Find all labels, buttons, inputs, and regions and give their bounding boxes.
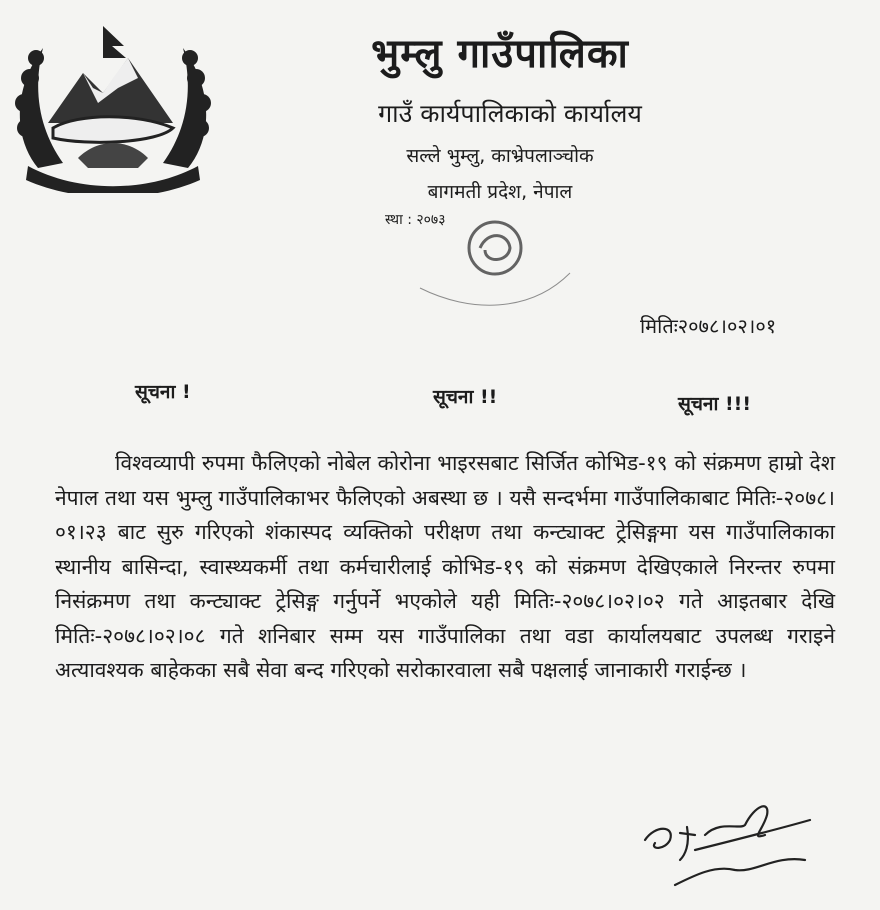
municipality-title: भुम्लु गाउँपालिका bbox=[371, 31, 629, 77]
address-line-1: सल्ले भुम्लु, काभ्रेपलाञ्चोक bbox=[406, 145, 594, 167]
office-seal-stamp-icon bbox=[400, 218, 580, 333]
notice-heading-1: सूचना ! bbox=[135, 381, 191, 403]
nepal-government-emblem-icon bbox=[8, 18, 218, 193]
address-line-2: बागमती प्रदेश, नेपाल bbox=[427, 181, 573, 203]
notice-heading-3: सूचना !!! bbox=[678, 393, 751, 415]
handwritten-signature-icon bbox=[635, 785, 815, 895]
notice-heading-2: सूचना !! bbox=[433, 386, 498, 408]
notice-body: विश्वव्यापी रुपमा फैलिएको नोबेल कोरोना भाइरसबाट सिर्जित कोभिड-१९ को संक्रमण हाम्रो देश नेपाल तथा यस भुम्लु गाउँपालिकाभर फैलिएको अबस्था छ । यसै सन्दर्भमा गाउँपालिकाबाट मितिः-२०७८।०१।२३ बाट सुरु गरिएको शंकास्पद व्यक्तिको परीक्षण तथा कन्ट्याक्ट ट्रेसिङ्गमा यस गाउँपालिकाका स्थानीय बासिन्दा, स्वास्थ्यकर्मी तथा कर्मचारीलाई कोभिड-१९ को संक्रमण देखिएकाले निरन्तर रुपमा निसंक्रमण तथा कन्ट्याक्ट ट्रेसिङ्ग गर्नुपर्ने भएकोले यही मितिः-२०७८।०२।०२ गते आइतबार देखि मितिः-२०७८।०२।०८ गते शनिबार सम्म यस गाउँपालिका तथा वडा कार्यालयबाट उपलब्ध गराइने अत्यावश्यक बाहेकका सबै सेवा बन्द गरिएको सरोकारवाला सबै पक्षलाई जानाकारी गराईन्छ । bbox=[55, 451, 835, 682]
issue-date: मितिः२०७८।०२।०१ bbox=[640, 314, 777, 338]
office-subtitle: गाउँ कार्यपालिकाको कार्यालय bbox=[378, 99, 642, 128]
established-year: स्था : २०७३ bbox=[385, 212, 446, 228]
